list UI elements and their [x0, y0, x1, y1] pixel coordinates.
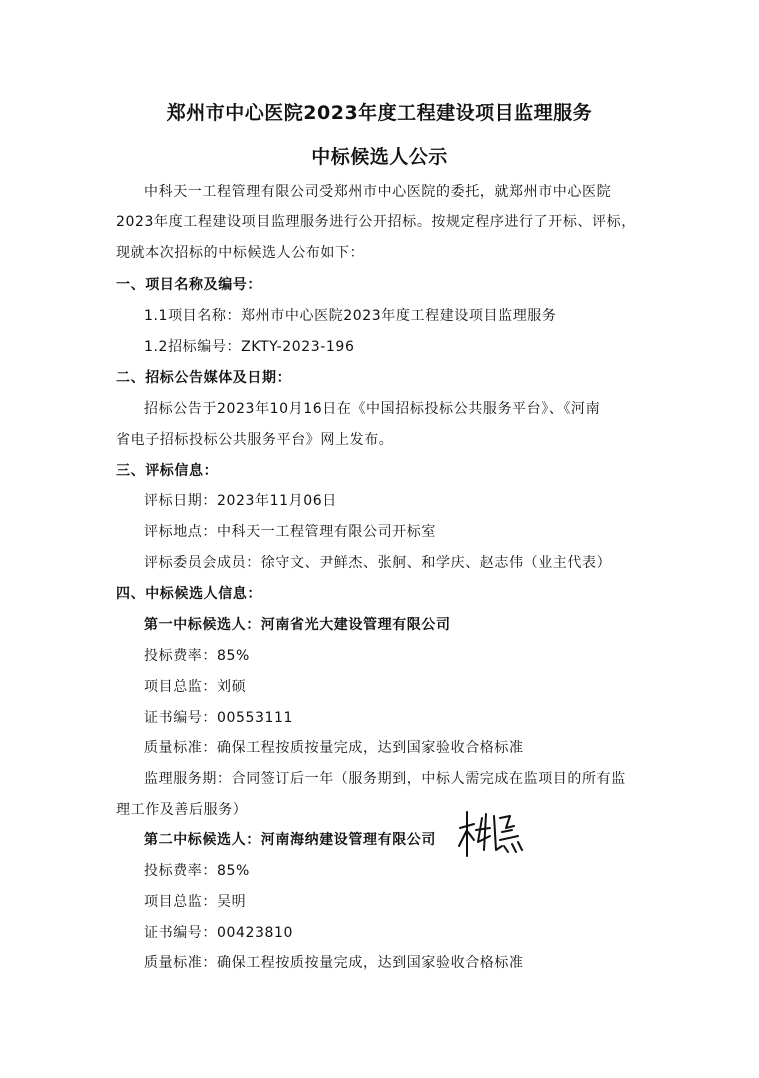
handwritten-signature [456, 806, 526, 862]
intro-line-2: 2023年度工程建设项目监理服务进行公开招标。按规定程序进行了开标、评标， [116, 214, 636, 230]
candidate-2-director: 项目总监：吴明 [144, 894, 247, 910]
project-name: 1.1项目名称：郑州市中心医院2023年度工程建设项目监理服务 [144, 308, 557, 324]
section-2-heading: 二、招标公告媒体及日期： [116, 370, 292, 386]
document-title: 郑州市中心医院2023年度工程建设项目监理服务 [166, 102, 593, 124]
section-4-heading: 四、中标候选人信息： [116, 586, 262, 602]
candidate-1-quality: 质量标准：确保工程按质按量完成，达到国家验收合格标准 [144, 740, 524, 756]
candidate-2-quality: 质量标准：确保工程按质按量完成，达到国家验收合格标准 [144, 955, 524, 971]
announcement-line-2: 省电子招标投标公共服务平台》网上发布。 [116, 432, 394, 448]
intro-line-3: 现就本次招标的中标候选人公布如下： [116, 245, 365, 261]
evaluation-date: 评标日期：2023年11月06日 [144, 493, 337, 509]
tender-number: 1.2招标编号：ZKTY-2023-196 [144, 339, 355, 355]
evaluation-committee: 评标委员会成员：徐守文、尹鲜杰、张舸、和学庆、赵志伟（业主代表） [144, 555, 612, 571]
intro-line-1: 中科天一工程管理有限公司受郑州市中心医院的委托，就郑州市中心医院 [144, 184, 612, 200]
candidate-1-name: 第一中标候选人：河南省光大建设管理有限公司 [144, 617, 451, 633]
candidate-1-cert: 证书编号：00553111 [144, 710, 294, 726]
document-subtitle: 中标候选人公示 [311, 146, 448, 168]
section-3-heading: 三、评标信息： [116, 463, 219, 479]
candidate-1-rate: 投标费率：85% [144, 648, 250, 664]
candidate-1-director: 项目总监：刘硕 [144, 679, 247, 695]
candidate-2-rate: 投标费率：85% [144, 863, 250, 879]
candidate-2-name: 第二中标候选人：河南海纳建设管理有限公司 [144, 832, 436, 848]
announcement-line-1: 招标公告于2023年10月16日在《中国招标投标公共服务平台》、《河南 [144, 401, 601, 417]
candidate-1-period-line-2: 理工作及善后服务） [116, 802, 248, 818]
section-1-heading: 一、项目名称及编号： [116, 277, 262, 293]
evaluation-place: 评标地点：中科天一工程管理有限公司开标室 [144, 524, 436, 540]
candidate-2-cert: 证书编号：00423810 [144, 925, 294, 941]
candidate-1-period-line-1: 监理服务期：合同签订后一年（服务期到，中标人需完成在监项目的所有监 [144, 771, 626, 787]
